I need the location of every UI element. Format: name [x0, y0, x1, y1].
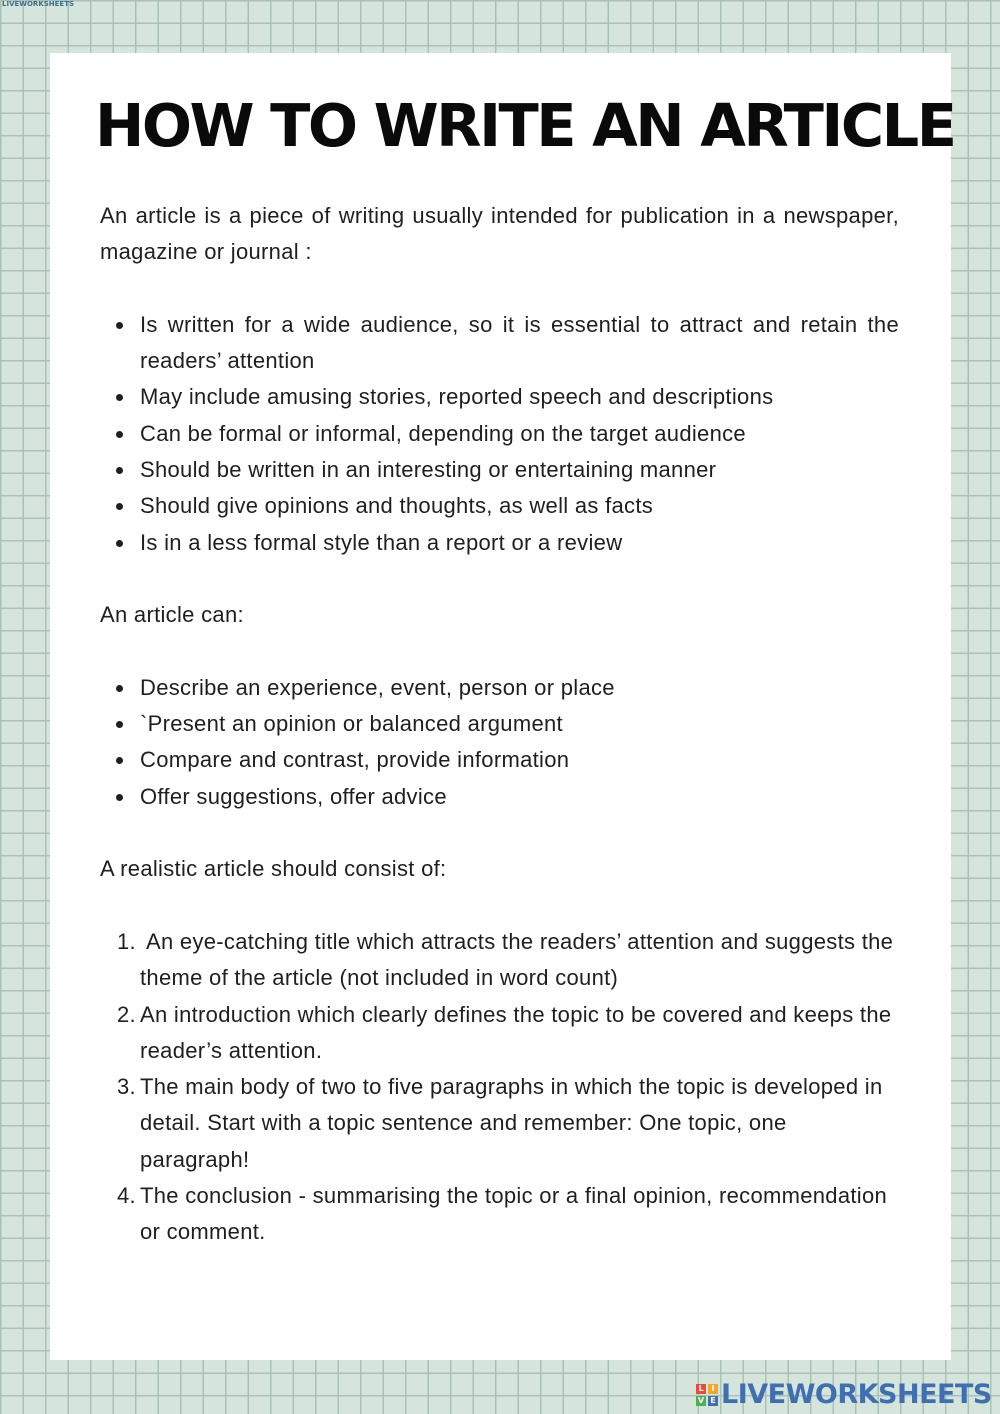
list-item: Compare and contrast, provide information	[100, 742, 899, 778]
list-item: May include amusing stories, reported speech and descriptions	[100, 379, 899, 415]
list-item: Is written for a wide audience, so it is essential to attract and retain the readers’ attention	[100, 307, 899, 380]
numbered-item	[100, 1178, 899, 1251]
structure-list	[100, 924, 899, 1251]
logo-text: LIVEWORKSHEETS	[721, 1379, 992, 1410]
item-number: 1.	[117, 928, 136, 954]
can-heading: An article can:	[100, 602, 244, 628]
can-list	[100, 670, 899, 815]
structure-heading: A realistic article should consist of:	[100, 856, 447, 882]
item-text: An eye-catching title which attracts the readers’ attention and suggests the theme of the article (not included in word count)	[140, 928, 894, 991]
list-item: `Present an opinion or balanced argument	[100, 706, 899, 742]
page-title: HOW TO WRITE AN ARTICLE	[95, 91, 955, 160]
item-number: 4.	[117, 1183, 136, 1209]
logo-block: V	[697, 1396, 705, 1405]
item-number: 2.	[117, 1001, 136, 1027]
list-item: Can be formal or informal, depending on the target audience	[100, 416, 899, 452]
numbered-item	[100, 997, 899, 1070]
worksheet-page	[50, 53, 955, 1360]
logo-block: I	[708, 1384, 718, 1394]
list-item: Should be written in an interesting or entertaining manner	[100, 452, 899, 488]
list-item: Should give opinions and thoughts, as well as facts	[100, 488, 899, 524]
list-item: Is in a less formal style than a report or a review	[100, 525, 899, 561]
numbered-item	[100, 1069, 899, 1178]
logo-icon	[696, 1384, 718, 1406]
features-list	[100, 307, 899, 561]
item-text: An introduction which clearly defines the topic to be covered and keeps the reader’s attention.	[140, 1001, 892, 1063]
item-text: The conclusion - summarising the topic or a final opinion, recommendation or comment.	[140, 1183, 888, 1245]
logo-block: E	[708, 1396, 718, 1406]
intro-paragraph: An article is a piece of writing usually intended for publication in a newspaper, magazine or journal :	[100, 203, 899, 265]
item-number: 3.	[117, 1074, 136, 1100]
list-item: Offer suggestions, offer advice	[100, 779, 899, 815]
corner-watermark: LIVEWORKSHEETS	[2, 0, 75, 8]
logo-block: L	[696, 1384, 706, 1394]
liveworksheets-logo[interactable]	[696, 1380, 992, 1410]
list-item: Describe an experience, event, person or place	[100, 670, 899, 706]
content-body	[100, 198, 899, 1251]
item-text: The main body of two to five paragraphs in which the topic is developed in detail. Start with a topic sentence and remember: One topic, one paragraph!	[140, 1074, 883, 1172]
numbered-item	[100, 924, 899, 997]
